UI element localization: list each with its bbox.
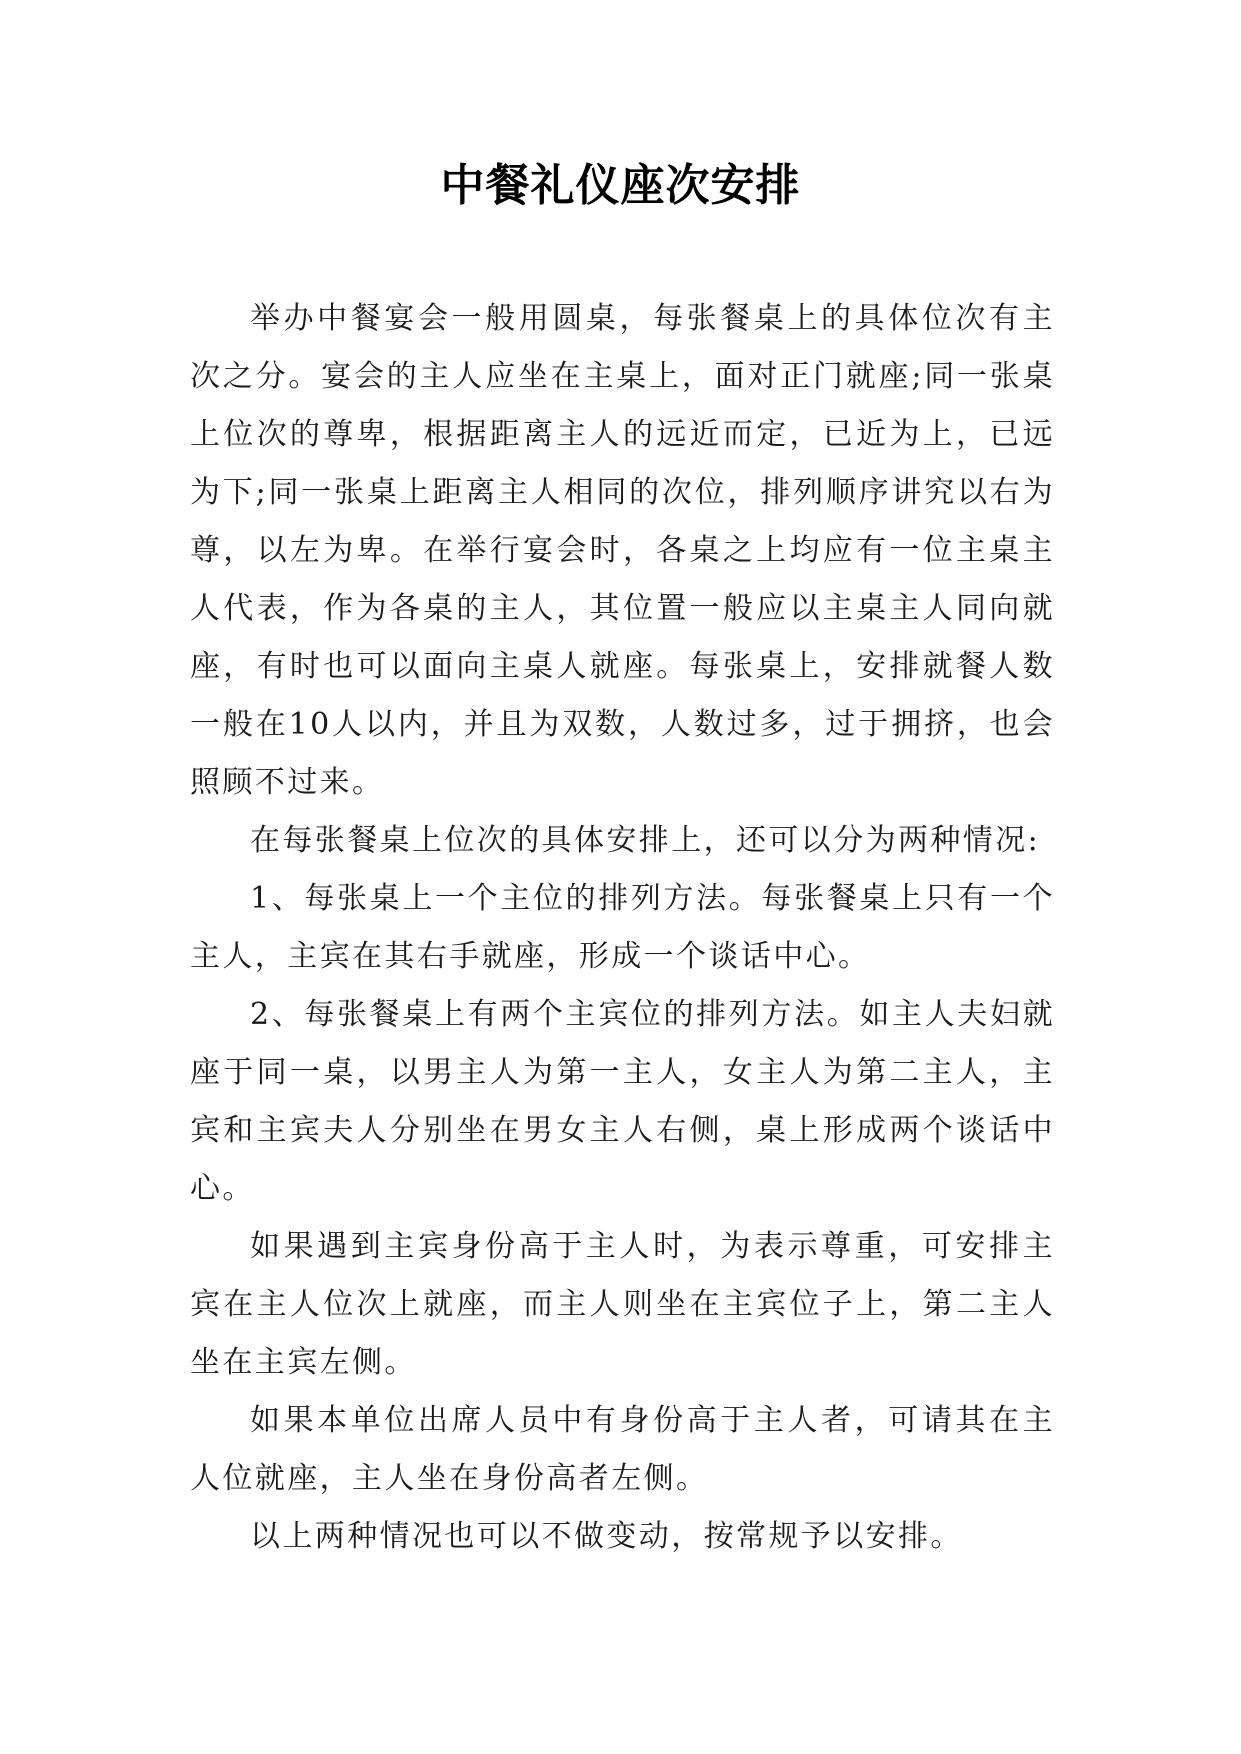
document-title: 中餐礼仪座次安排 bbox=[440, 160, 801, 211]
paragraph-guest-higher: 如果遇到主宾身份高于主人时，为表示尊重，可安排主宾在主人位次上就座，而主人则坐在主宾位子上，第二主人坐在主宾左侧。 bbox=[190, 1229, 1055, 1380]
paragraph-two-hosts: 2、每张餐桌上有两个主宾位的排列方法。如主人夫妇就座于同一桌，以男主人为第一主人，女主人为第二主人，主宾和主宾夫人分别坐在男女主人右侧，桌上形成两个谈话中心。 bbox=[190, 997, 1055, 1206]
paragraph-situations: 在每张餐桌上位次的具体安排上，还可以分为两种情况: bbox=[250, 823, 1041, 858]
paragraph-single-host: 1、每张桌上一个主位的排列方法。每张餐桌上只有一个主人，主宾在其右手就座，形成一个谈话中心。 bbox=[190, 881, 1055, 974]
document-body bbox=[190, 290, 1055, 1566]
paragraph-intro: 举办中餐宴会一般用圆桌，每张餐桌上的具体位次有主次之分。宴会的主人应坐在主桌上，面对正门就座;同一张桌上位次的尊卑，根据距离主人的远近而定，已近为上，已远为下;同一张桌上距离主人相同的次位，排列顺序讲究以右为尊，以左为卑。在举行宴会时，各桌之上均应有一位主桌主人代表，作为各桌的主人，其位置一般应以主桌主人同向就座，有时也可以面向主桌人就座。每张桌上，安排就餐人数一般在10人以内，并且为双数，人数过多，过于拥挤，也会照顾不过来。 bbox=[190, 301, 1055, 800]
paragraph-no-change: 以上两种情况也可以不做变动，按常规予以安排。 bbox=[250, 1519, 963, 1554]
paragraph-attendee-higher: 如果本单位出席人员中有身份高于主人者，可请其在主人位就座，主人坐在身份高者左侧。 bbox=[190, 1403, 1055, 1496]
